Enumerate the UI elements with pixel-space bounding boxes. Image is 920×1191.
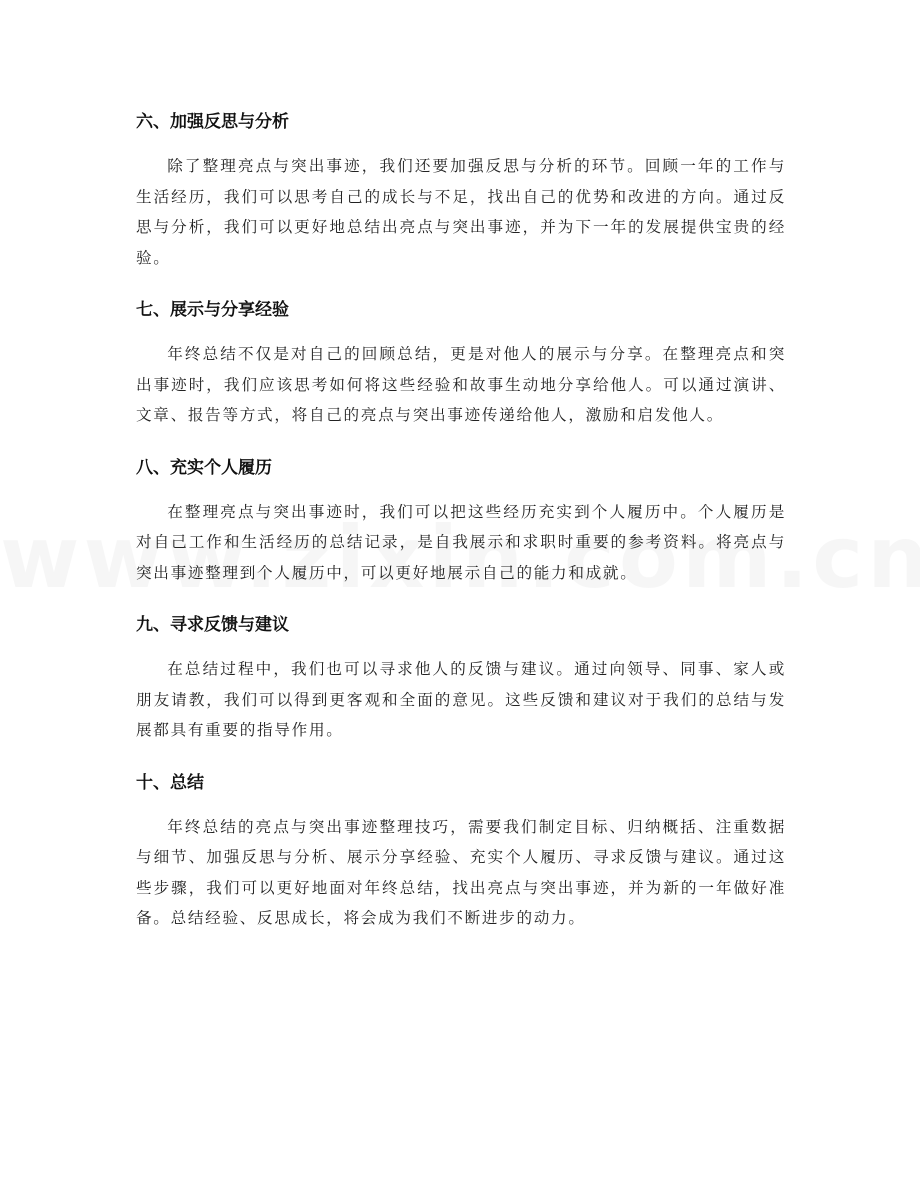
- section-10: [136, 765, 786, 934]
- section-paragraph: 在总结过程中，我们也可以寻求他人的反馈与建议。通过向领导、同事、家人或朋友请教，我们可以得到更客观和全面的意见。这些反馈和建议对于我们的总结与发展都具有重要的指导作用。: [136, 660, 786, 739]
- section-paragraph: 年终总结不仅是对自己的回顾总结，更是对他人的展示与分享。在整理亮点和突出事迹时，我们应该思考如何将这些经验和故事生动地分享给他人。可以通过演讲、文章、报告等方式，将自己的亮点与突出事迹传递给他人，激励和启发他人。: [136, 345, 786, 424]
- section-paragraph: 在整理亮点与突出事迹时，我们可以把这些经历充实到个人履历中。个人履历是对自己工作和生活经历的总结记录，是自我展示和求职时重要的参考资料。将亮点与突出事迹整理到个人履历中，可以更好地展示自己的能力和成就。: [136, 502, 786, 582]
- section-7: [136, 292, 786, 431]
- section-heading: 七、展示与分享经验: [136, 300, 289, 320]
- document-body: [136, 104, 786, 953]
- section-heading: 六、加强反思与分析: [136, 112, 289, 132]
- section-6: [136, 104, 786, 273]
- section-paragraph: 除了整理亮点与突出事迹，我们还要加强反思与分析的环节。回顾一年的工作与生活经历，我们可以思考自己的成长与不足，找出自己的优势和改进的方向。通过反思与分析，我们可以更好地总结出亮点与突出事迹，并为下一年的发展提供宝贵的经验。: [136, 157, 786, 267]
- section-heading: 八、充实个人履历: [136, 457, 272, 478]
- section-heading: 十、总结: [136, 772, 204, 793]
- section-8: [136, 450, 786, 589]
- section-paragraph: 年终总结的亮点与突出事迹整理技巧，需要我们制定目标、归纳概括、注重数据与细节、加强反思与分析、展示分享经验、充实个人履历、寻求反馈与建议。通过这些步骤，我们可以更好地面对年终总结，找出亮点与突出事迹，并为新的一年做好准备。总结经验、反思成长，将会成为我们不断进步的动力。: [136, 817, 786, 927]
- section-heading: 九、寻求反馈与建议: [136, 615, 289, 635]
- section-9: [136, 607, 786, 746]
